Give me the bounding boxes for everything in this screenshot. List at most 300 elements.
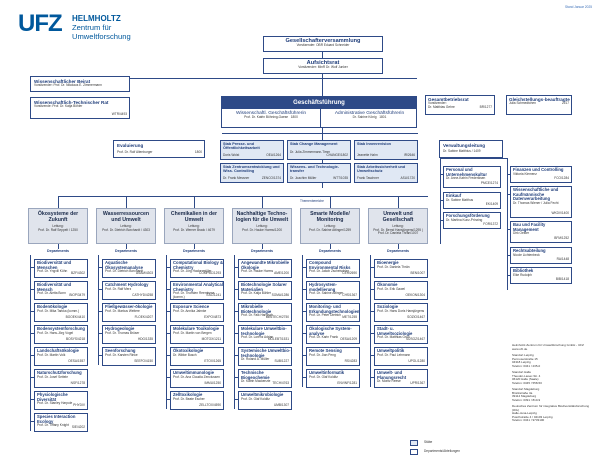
br-name: Dr. Matthias Gehre xyxy=(428,105,455,109)
address-line: Helmholtz-Zentrum für Umweltforschung GmbH - UFZ xyxy=(512,343,584,347)
department-leader: Prof. Dr. Ralf Merz xyxy=(105,286,132,291)
department-title: Biodiversität und Menschen xyxy=(37,260,72,270)
department-title: Angewandte Mikrobielle Ökologie xyxy=(241,260,289,270)
legend-dep-label: Departments/Abteilungen xyxy=(424,449,460,454)
department-code: CER/2690 xyxy=(342,271,357,276)
address-line: Standort Leipzig xyxy=(512,353,534,357)
stab-name: Jeanette Hahn xyxy=(357,153,378,158)
department-box xyxy=(34,303,88,322)
department-leader: Prof. Dr. Yngvill Kühn xyxy=(37,269,68,274)
department-box xyxy=(238,281,292,300)
department-box xyxy=(34,347,88,366)
connector xyxy=(322,78,417,79)
department-leader: Prof. Dr. Thorsten Reemtsma (komm.) xyxy=(173,291,215,300)
department-title: Umwelt- und Planungsrecht xyxy=(377,370,407,380)
department-box xyxy=(170,281,224,300)
department-code: SOZIO/1467 xyxy=(407,315,425,320)
stab-title: Stab Presse- und Öffentlichkeitsarbeit xyxy=(223,142,260,151)
department-code: IMMU/1250 xyxy=(204,381,221,386)
verwaltung-item xyxy=(443,212,501,229)
wiss-tel: 1800 xyxy=(290,115,298,120)
department-leader: Dr. Wibke Busch xyxy=(173,352,197,357)
department-leader: Prof. Dr. Markus Weitere xyxy=(105,308,140,313)
legend-stab-swatch xyxy=(410,440,418,446)
department-title: Umweltimmunologie xyxy=(173,370,214,375)
department-leader: Dr. Katrin Mackenzie xyxy=(241,379,271,384)
theme-header xyxy=(300,208,360,244)
theme-leitung-label: Leitung: xyxy=(324,224,336,228)
stab-tel: WTT/1035 xyxy=(333,176,348,181)
connector xyxy=(194,244,195,249)
infra-item-name: Elke Rudolph xyxy=(513,272,532,277)
department-box xyxy=(34,369,88,388)
department-box xyxy=(170,391,224,410)
address-line: Telefon: 0341 / 235-0 xyxy=(512,363,541,368)
department-title: Biodiversität und Mensch xyxy=(37,282,72,292)
connector xyxy=(122,78,322,79)
stab-box xyxy=(287,140,351,160)
connector xyxy=(194,196,195,208)
stab-title: Stab Arbeitssicherheit und Umweltschutz xyxy=(357,165,406,174)
department-box xyxy=(238,391,292,410)
legend-stab xyxy=(410,440,460,446)
wiss-beirat xyxy=(30,76,130,92)
address-line: Telefon: 0391 / 810-9 xyxy=(512,397,541,402)
department-code: CHS/1367 xyxy=(342,293,357,298)
logo-name-1: HELMHOLTZ xyxy=(72,14,121,23)
department-leader: Prof. Dr. Jakob Zscheischler xyxy=(309,269,349,274)
department-title: Exposure Science xyxy=(173,304,210,309)
stab-name: Dr. Frank Messner xyxy=(223,176,250,181)
department-code: TECH/4763 xyxy=(272,381,289,386)
department-leader: Dr. Moritz Reese xyxy=(377,379,401,384)
eval-title: Evaluierung xyxy=(117,143,144,148)
department-box xyxy=(374,303,428,322)
connector xyxy=(262,196,263,208)
department-code: FLOEK/4207 xyxy=(134,315,153,320)
department-title: Landschaftsökologie xyxy=(37,348,79,353)
department-title: Zelltoxikologie xyxy=(173,392,203,397)
department-leader: Prof. Dr. Hauke Harms xyxy=(241,269,274,274)
address-line: 06120 Halle (Saale) xyxy=(512,377,539,381)
department-title: Umweltpolitik xyxy=(377,348,405,353)
connector xyxy=(58,244,59,249)
connector xyxy=(234,255,235,409)
theme-leitung-label: Leitung: xyxy=(392,224,404,228)
theme-header xyxy=(164,208,224,244)
theme-title: Chemikalien in der Umwelt xyxy=(170,211,218,223)
department-code: UPOL/1280 xyxy=(408,359,425,364)
stab-row xyxy=(290,151,348,158)
address-line: Deutsches Zentrum für integrative Biodiversitätsforschung (iDiv) xyxy=(512,404,590,412)
stab-title: Stab Innenrevision xyxy=(357,142,391,146)
theme-leitung-label: Leitung: xyxy=(120,224,132,228)
department-title: Hydrogeologie xyxy=(105,326,135,331)
infra-item-name: Nicole Lichtenbeck xyxy=(513,252,540,257)
department-title: Physiologische Diversität xyxy=(37,392,68,402)
stab-name: Frank Taschner xyxy=(357,176,379,181)
infra-item-title: Rechtsabteilung xyxy=(513,248,546,253)
department-code: SOMA/1286 xyxy=(271,293,289,298)
gleichstellungsbeauftragte xyxy=(506,95,572,115)
department-title: Soziologie xyxy=(377,304,398,309)
logo-name-2: Zentrum für Umweltforschung xyxy=(72,23,131,41)
stand-date: Stand Januar 2025 xyxy=(565,5,592,9)
verwaltung-item-name: Dr. Sabine Matthus xyxy=(446,197,474,202)
connector xyxy=(126,196,127,208)
department-code: BEN/1007 xyxy=(410,271,425,276)
department-code: BIOP/3479 xyxy=(69,293,85,298)
infra-item-name: Viktoria Klemenz xyxy=(513,171,537,176)
verwaltung-item-code: EK/1409 xyxy=(485,202,498,207)
wtr-sub: Vorsitzende: Prof. Dr. Katja Böhler xyxy=(34,104,83,109)
department-box xyxy=(374,281,428,300)
department-leader: Dr. Roland A. Müller xyxy=(241,357,270,362)
infra-item xyxy=(510,221,572,243)
connector xyxy=(370,255,371,387)
address-block xyxy=(512,344,594,423)
connector xyxy=(58,196,59,208)
department-leader: Prof. Dr. Ana Claudia Zenclussen xyxy=(173,374,220,379)
stab-name: Dr. Joachim Müller xyxy=(290,176,317,181)
department-code: EXPO/4873 xyxy=(204,315,221,320)
department-code: COMPBC/1293 xyxy=(199,271,221,276)
departments-label: Departments xyxy=(183,249,205,253)
department-leader: Prof. Dr. Sabine Attinger xyxy=(309,291,344,296)
department-title: Bodenökologie xyxy=(37,304,68,309)
stab-name: Dr. Julia Zimmermann-Timm xyxy=(290,149,331,154)
department-leader: Prof. Dr. Erik Gawel xyxy=(377,286,405,291)
gleich-title: Gleichstellungs-beauftragte xyxy=(509,97,570,102)
address-line: www.ufz.de xyxy=(512,346,528,351)
department-code: MET/1255 xyxy=(342,315,357,320)
theme-leitung-label: Leitung: xyxy=(256,224,268,228)
gf-wiss xyxy=(222,109,320,120)
department-code: MOTOX/1211 xyxy=(201,337,221,342)
connector xyxy=(398,244,399,249)
department-box xyxy=(34,259,88,278)
department-code: ASAM/4303 xyxy=(135,271,153,276)
theme-leader: Prof. Dr. Hauke Harms/1200 xyxy=(241,227,283,232)
department-box xyxy=(34,391,88,410)
stab-box xyxy=(220,163,284,183)
ar-sub: Vorsitzender: MinR Dr. Wolf Junker xyxy=(298,65,348,70)
infra-item-code: WKDV/1400 xyxy=(551,211,569,216)
address-line: Standort Magdeburg xyxy=(512,387,540,391)
department-title: Technische Biogeochemie xyxy=(241,370,270,380)
connector xyxy=(302,255,303,387)
infra-item xyxy=(510,166,572,183)
department-code: OESA/1209 xyxy=(340,337,357,342)
stab-title: Wissens- und Technologie-transfer xyxy=(290,165,340,174)
stab-title: Stab Change Management xyxy=(290,142,338,146)
infra-item-name: Dirk Oester xyxy=(513,231,530,236)
verwaltung-item xyxy=(443,166,501,188)
stab-box xyxy=(354,140,418,160)
department-title: Naturschutzforschung xyxy=(37,370,82,375)
department-title: Ökotoxikologie xyxy=(173,348,204,353)
department-code: SIE/4202 xyxy=(71,425,85,430)
legend-stab-label: Stäbe xyxy=(424,440,433,445)
address-line: 39114 Magdeburg xyxy=(512,394,537,398)
vw-name: Dr. Sabine Matthius / 1409 xyxy=(443,149,481,154)
verwaltung-item-title: Personal und Unternehmenskultur xyxy=(446,167,487,177)
department-box xyxy=(238,369,292,388)
gf-admin xyxy=(320,109,417,128)
infra-item xyxy=(510,267,572,284)
department-code: EAC/1241 xyxy=(206,293,221,298)
department-title: Ökologische System-analyse xyxy=(309,326,352,336)
department-title: Remote Sensing xyxy=(309,348,342,353)
connector xyxy=(166,255,167,409)
department-box xyxy=(170,259,224,278)
geschaeftsfuehrung xyxy=(221,96,417,128)
department-code: MIBITECH/2750 xyxy=(265,315,289,320)
stab-tel: ASU/1720 xyxy=(400,176,415,181)
department-box xyxy=(102,303,156,322)
department-box xyxy=(238,259,292,278)
department-leader: Prof. Dr. Jörg Hackermüller xyxy=(173,269,212,274)
connector xyxy=(30,255,31,431)
wiss-name-row xyxy=(222,116,320,120)
department-leader: Prof. Dr. Josef Settele xyxy=(37,374,69,379)
connector xyxy=(330,244,331,249)
stab-box xyxy=(287,163,351,183)
infra-item-code: BIB/1418 xyxy=(555,277,569,282)
address-line: Telefon: 0345 / 558-50 xyxy=(512,380,542,385)
wtr-title: Wissenschaftlich-Technischer Rat xyxy=(34,100,109,105)
department-title: Umweltinformatik xyxy=(309,370,345,375)
department-title: Species Interaction Ecology xyxy=(37,414,76,424)
br-row xyxy=(428,106,494,110)
department-box xyxy=(170,369,224,388)
department-box xyxy=(374,347,428,366)
address-line: Permoserstraße 15 xyxy=(512,356,538,361)
department-leader: Prof. Dr. Paul Lehmann xyxy=(377,352,411,357)
department-leader: Prof. Dr. Dietrich Borchardt xyxy=(105,269,144,274)
gleich-tel: 2517 xyxy=(561,101,569,106)
department-title: Bodensystemforschung xyxy=(37,326,85,331)
department-title: Compound Environmental Risks xyxy=(309,260,351,270)
departments-label: Departments xyxy=(115,249,137,253)
department-leader: Prof. Dr. Lorenz Adrian xyxy=(241,335,274,340)
gleich-row xyxy=(509,102,571,106)
eval-row xyxy=(117,151,204,155)
department-box xyxy=(306,303,360,322)
department-leader: Prof. Dr. Beate Escher xyxy=(173,396,205,401)
theme-leader: Prof. Dr. Bernd Hansjürgens/1295 | Prof. Dr. Daniela Thrän/1007 xyxy=(373,227,423,236)
departments-label: Departments xyxy=(387,249,409,253)
admin-tel: 1801 xyxy=(379,115,387,120)
department-leader: Prof. Dr. Daniela Thrän xyxy=(377,264,410,269)
stab-row xyxy=(357,154,415,158)
department-box xyxy=(374,369,428,388)
department-code: HDG/1335 xyxy=(137,337,153,342)
department-box xyxy=(34,281,88,300)
department-title: Systemische Umweltbio-technologie xyxy=(241,348,291,358)
department-box xyxy=(170,325,224,344)
verwaltung-item-code: PMCE/1274 xyxy=(480,181,498,186)
department-box xyxy=(306,281,360,300)
connector xyxy=(330,196,331,208)
infra-item-title: Bau und Facility Management xyxy=(513,222,546,232)
department-code: PHYDIV xyxy=(73,403,85,408)
department-title: Umweltmikrobiologie xyxy=(241,392,284,397)
department-title: Computational Biology & Chemistry xyxy=(173,260,224,270)
department-leader: Prof. Dr. Olaf Kolditz xyxy=(241,396,270,401)
department-box xyxy=(238,347,292,366)
department-title: Fließgewässer-ökologie xyxy=(105,304,153,309)
infra-item-title: Wissenschaftliche und Kaufmännische Datenverarbeitung xyxy=(513,187,559,202)
theme-header xyxy=(28,208,88,244)
br-tel: BR/1277 xyxy=(479,105,492,109)
department-box xyxy=(238,325,292,344)
admin-title: Administrative Geschäftsführerin xyxy=(334,111,405,116)
department-code: OESA/1557 xyxy=(68,359,85,364)
stab-box xyxy=(220,140,284,160)
theme-title: Wasserressourcen und Umwelt xyxy=(102,211,150,223)
connector xyxy=(440,158,441,244)
eval-tel: 1800 xyxy=(194,150,202,155)
department-code: SUB/1227 xyxy=(274,359,289,364)
br-sub: Vorsitzender: xyxy=(428,101,447,106)
theme-leader: Prof. Dr. Sabine Attinger/1259 xyxy=(308,227,352,232)
theme-leitung-label: Leitung: xyxy=(188,224,200,228)
connector xyxy=(222,133,418,134)
stab-title: Stab Zentrumsentwicklung und Wiss. Controlling xyxy=(223,165,280,174)
departments-label: Departments xyxy=(319,249,341,253)
department-box xyxy=(306,325,360,344)
themen-label: Themenbereiche xyxy=(300,199,324,203)
address-line: 04318 Leipzig xyxy=(512,360,531,364)
eval-name: Prof. Dr. Rolf Altenburger xyxy=(117,150,153,155)
department-box xyxy=(102,347,156,366)
department-leader: Prof. Dr. Martin von Bergen xyxy=(173,330,212,335)
department-title: Environmental Analytical Chemistry xyxy=(173,282,223,292)
department-leader: Prof. Dr. Mika Tarkka (komm.) xyxy=(37,308,80,313)
theme-title: Smarte Modelle/ Monitoring xyxy=(310,211,350,223)
department-title: Biotechnologie Solarer Materialien xyxy=(241,282,287,292)
infra-item xyxy=(510,186,572,218)
wtr-tel: WTR/4493 xyxy=(111,112,127,117)
department-box xyxy=(238,303,292,322)
department-code: BZF/4302 xyxy=(71,271,85,276)
department-title: Catchment Hydrology xyxy=(105,282,149,287)
department-leader: Prof. Dr. Karin Frank xyxy=(309,335,339,340)
department-code: UPR/1367 xyxy=(410,381,425,386)
department-title: Seenforschung xyxy=(105,348,136,353)
gv-sub: Vorsitzender: OBR Eduard Schneider xyxy=(296,43,350,48)
wiss-name: Prof. Dr. Katrin Böhning-Gaese xyxy=(244,115,289,120)
vw-title: Verwaltungsleitung xyxy=(443,143,486,148)
department-box xyxy=(306,347,360,366)
infra-item xyxy=(510,247,572,264)
department-code: MOLEBT/1531 xyxy=(267,337,289,342)
department-box xyxy=(34,413,88,432)
address-line: Halle-Jena-Leipzig xyxy=(512,411,537,415)
verwaltung-item-title: Einkauf xyxy=(446,193,462,198)
department-title: Bioenergie xyxy=(377,260,399,265)
connector xyxy=(507,158,508,290)
department-code: SEEFO/4150 xyxy=(134,359,153,364)
aufsichtsrat xyxy=(263,58,383,74)
theme-title: Ökosysteme der Zukunft xyxy=(37,211,79,223)
theme-header xyxy=(368,208,428,244)
ufz-logo xyxy=(18,8,168,40)
infra-item-name: Dr. Thomas Wiener / Julia Fecht xyxy=(513,201,559,206)
gf-title: Geschäftsführung xyxy=(222,97,416,109)
stab-tel: CHANGE/1802 xyxy=(326,153,348,158)
department-code: ETOX/1265 xyxy=(204,359,221,364)
department-box xyxy=(306,259,360,278)
departments-label: Departments xyxy=(251,249,273,253)
department-code: CATHYD/4258 xyxy=(132,293,153,298)
theme-leitung-label: Leitung: xyxy=(52,224,64,228)
connector xyxy=(98,255,99,365)
department-leader: Prof. Dr. Katja Bühler xyxy=(241,291,271,296)
department-box xyxy=(374,325,428,344)
address-line: Telefon: 0341 / 9733100 xyxy=(512,418,545,422)
theme-header xyxy=(232,208,292,244)
stab-row xyxy=(223,177,281,181)
department-box xyxy=(306,369,360,388)
department-title: Molekulare Toxikologie xyxy=(173,326,219,331)
department-leader: Prof. Dr. Tiffany Knight xyxy=(37,423,69,428)
theme-leader: Prof. Dr. Werner Brack / 4679 xyxy=(173,227,215,232)
stab-box xyxy=(354,163,418,183)
department-leader: Prof. Dr. Jian Peng xyxy=(309,352,336,357)
infra-item-code: FCO/1284 xyxy=(554,176,569,181)
department-code: RS/4283 xyxy=(344,359,357,364)
department-leader: Prof. Dr. Matthias Groß xyxy=(377,335,410,340)
infra-item-title: Finanzen und Controlling xyxy=(513,167,564,172)
address-line: Puschstraße 4 / 04103 Leipzig xyxy=(512,414,553,419)
theme-leader: Prof. Dr. Dietrich Borchardt / 4303 xyxy=(102,227,150,232)
evaluierung xyxy=(113,140,205,158)
department-code: SUSOZ/1467 xyxy=(406,337,425,342)
department-box xyxy=(170,303,224,322)
department-title: Ökonomie xyxy=(377,282,398,287)
department-code: ZELLTOX/4590 xyxy=(199,403,221,408)
stab-row xyxy=(357,177,415,181)
beirat-sub: Vorsitzender: Prof. Dr. Nikolaus E. Zimmermann xyxy=(34,83,102,88)
department-code: BOSYS/4218 xyxy=(66,337,85,342)
departments-label: Departments xyxy=(47,249,69,253)
department-leader: Prof. Dr. Hans-Jörg Vogel xyxy=(37,330,74,335)
department-title: Monitoring- und Erkundungstechnologien xyxy=(309,304,360,314)
legend-dep-swatch xyxy=(410,449,418,455)
department-leader: Prof. Dr. Aletta Bonn xyxy=(37,291,66,296)
connector xyxy=(262,244,263,249)
connector xyxy=(440,158,507,159)
department-leader: Prof. Dr. Thomas Brüser xyxy=(105,330,140,335)
department-code: OEKON/1304 xyxy=(405,293,425,298)
admin-name-row xyxy=(321,116,417,120)
department-title: Stadt- u. Umweltsoziologie xyxy=(377,326,413,336)
logo-abbr: UFZ xyxy=(18,10,62,37)
verwaltung-item-name: Dr. Anne-Katrin Frederiksen xyxy=(446,176,486,181)
verwaltung-item-title: Forschungsförderung xyxy=(446,213,490,218)
department-box xyxy=(102,325,156,344)
department-leader: Prof. Dr. Falk Harnisch xyxy=(241,313,274,318)
legend xyxy=(410,440,460,455)
department-box xyxy=(374,259,428,278)
verwaltungsleitung xyxy=(439,140,503,158)
department-leader: Prof. Dr. Karsten Rinke xyxy=(105,352,138,357)
department-leader: Prof. Dr. Hans Doris Hansjürgens xyxy=(377,308,425,313)
connector xyxy=(398,196,399,208)
address-line: Theodor-Lieser-Str. 4 xyxy=(512,373,541,378)
